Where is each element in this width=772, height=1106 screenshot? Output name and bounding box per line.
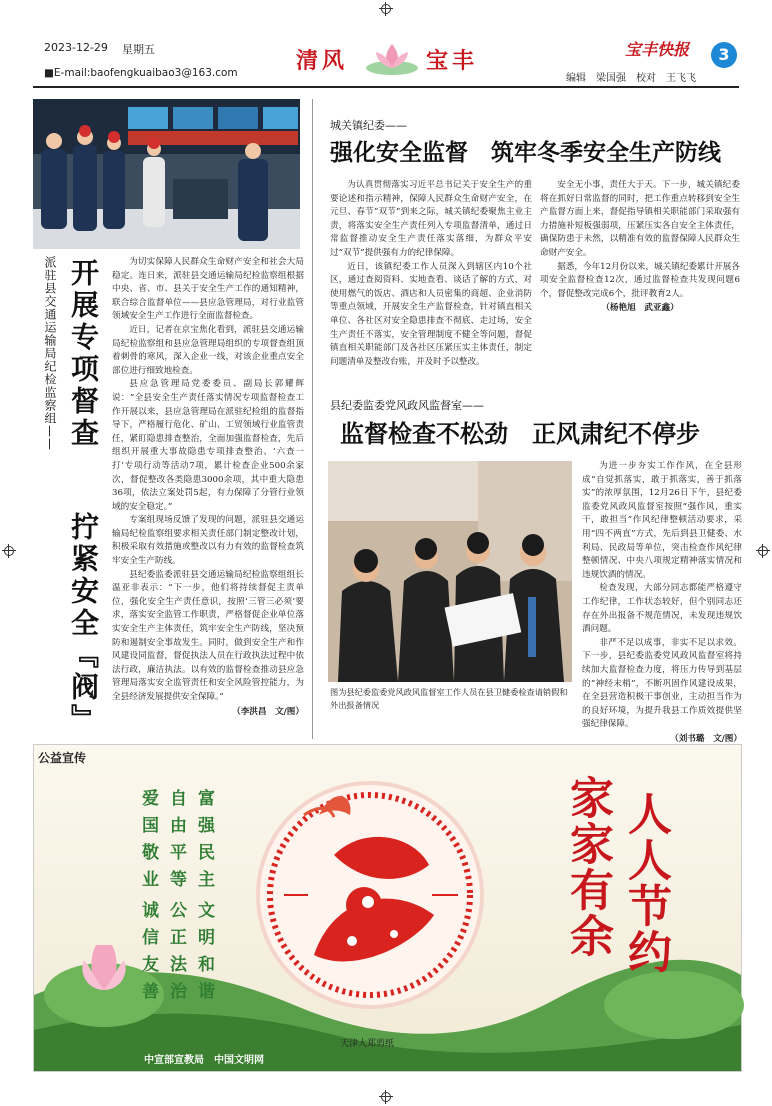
story3-photo — [328, 461, 572, 682]
slogan-left: 家家有余 — [562, 775, 613, 959]
header-rule — [33, 86, 739, 88]
story3-paragraph: 检查发现，大部分同志都能严格遵守工作纪律，工作状态较好，但个别同志还存在外出报备不规范情况，未发现违规饮酒问题。 — [582, 583, 742, 635]
story1-credit: （李洪昌 文/图） — [232, 706, 304, 717]
story2-credit: （杨艳旭 武亚鑫） — [601, 303, 679, 314]
story1-paragraph: 专案组现场反馈了发现的问题，派驻县交通运输局纪检监察组要求相关责任部门制定整改计划，积极采取有效措施或整改以有力有效的监督检查筑牢安全生产防线。 — [112, 515, 304, 567]
section-title-right: 宝丰 — [426, 49, 479, 74]
column-divider — [312, 99, 313, 739]
issue-weekday: 星期五 — [122, 43, 155, 56]
story1-title-line2: 拧紧安全『阀』 — [67, 512, 100, 736]
slogan-right: 人人节约 — [620, 791, 671, 975]
story1-title-line1: 开展专项督查 — [67, 258, 100, 450]
ad-footer: 中宣部宣教局 中国文明网 — [144, 1055, 264, 1066]
story3-paragraph: 为进一步夯实工作作风，在全县形成“自觉抓落实，敢于抓落实，善于抓落实”的浓厚氛围，12月26日下午，县纪委监委党风政风监督室按照“强作风，重实干，敢担当”作风纪律整顿活动要求，采用“四不两直”方式，先后到县卫健委、水利局、民政局等单位，突击检查作风纪律整顿情况、中央八项规定精神落实情况和违规饮酒的情况。 — [582, 461, 742, 580]
core-values-col2: 文明和谐 — [194, 901, 214, 1009]
registration-mark-left — [2, 544, 16, 558]
ad-label: 公益宣传 — [38, 751, 87, 765]
issue-date: 2023-12-29 — [44, 41, 108, 54]
core-values-col1: 富强民主 — [194, 789, 214, 897]
core-values-col4: 公正法治 — [166, 901, 186, 1009]
story2-body-col1 — [330, 179, 532, 367]
section-title-left: 清风 — [296, 49, 349, 74]
story2-paragraph: 近日，该镇纪委工作人员深入到辖区内10个社区，通过查阅资料、实地查看、谈话了解的方式，对使用燃气的饭店、酒店和人员密集的商超、企业消防等重点领域，开展安全生产监督检查，针对镇直相关单位、各社区对安全隐患排查不彻底、走过场，安全生产责任不落实，安全管理制度不健全等问题，督促镇直相关职能部门及各社区压紧压实主体责任，制定问题清单及整改台账，并及时予以整改。 — [330, 261, 532, 367]
story3-kicker: 县纪委监委党风政风监督室—— — [330, 399, 484, 412]
contact-email: ■E-mail:baofengkuaibao3@163.com — [44, 67, 238, 79]
section-masthead — [290, 36, 490, 80]
story1-paragraph: 为切实保障人民群众生命财产安全和社会大局稳定。连日来，派驻县交通运输局纪检监察组根据中央、省、市、县关于安全生产工作的通知精神，联合综合监督单位——县应急管理局，对行业监管领域安全生产工作进行全面监督检查。 — [112, 257, 304, 322]
control-room-image — [33, 99, 300, 249]
paper-logo: 宝丰快报 — [625, 40, 690, 59]
story2-paragraph: 安全无小事，责任大于天。下一步，城关镇纪委将在抓好日常监督的同时，把工作重点转移到安全生产监督方面上来，督促指导镇相关职能部门采取强有力措施补短板强弱项，压紧压实各自安全主体责任，确保防患于未然，以精准有效的监督保障人民群众生命财产安全。 — [540, 180, 740, 258]
public-service-ad — [33, 744, 742, 1072]
papercut-credit: 天津大郑剪纸 — [340, 1039, 395, 1049]
story1-photo — [33, 99, 300, 249]
story1-paragraph: 县纪委监委派驻县交通运输局纪检监察组组长温亚非表示：“下一步，他们将持续督促主责单位，强化安全生产责任意识，按照‘三管三必须’要求，落实安全监管工作职责，严格督促企业单位落实安全生产主体责任，筑牢安全生产防线，坚决预防和遏制安全事故发生。同时，做到安全生产和作风建设同监督，督促执法人员在行政执法过程中依法行政，廉洁执法。以有效的监督检查推动县应急管理局落实安全监管责任和安全风险管控能力，为全县经济发展提供安全保障。” — [112, 569, 304, 702]
story2-title: 强化安全监督 筑牢冬季安全生产防线 — [330, 139, 721, 166]
registration-mark-right — [756, 544, 770, 558]
story1-body — [112, 256, 304, 738]
story1-vertical-kicker: 派驻县交通运输局纪检监察组—— — [43, 256, 57, 451]
story3-title: 监督检查不松劲 正风肃纪不停步 — [340, 419, 700, 448]
story1-paragraph: 近日，记者在京宝焦化看到，派驻县交通运输局纪检监察组和县应急管理局组织的专项督查组顶着刺骨的寒风，深入企业一线，对该企业重点安全部位进行细致地检查。 — [112, 324, 304, 376]
story2-kicker: 城关镇纪委—— — [330, 119, 407, 132]
story2-body-col2 — [540, 179, 740, 354]
lotus-icon — [362, 38, 422, 78]
core-values-col5: 爱国敬业 — [138, 789, 158, 897]
story3-credit: （刘书璐 文/图） — [670, 733, 742, 744]
story2-paragraph: 据悉，今年12月份以来，城关镇纪委累计开展各项安全监督检查12次，通过监督检查共发现问题6个，督促整改完成6个，批评教育2人。 — [540, 261, 740, 299]
story3-caption: 图为县纪委监委党风政风监督室工作人员在县卫健委检查请销假和外出报备情况 — [330, 687, 568, 710]
inspection-image — [328, 461, 572, 682]
story1-paragraph: 县应急管理局党委委员、副局长郭耀辉说：“全县安全生产责任落实情况专项监督检查工作开展以来，县应急管理局在派驻纪检组的监督指导下，严格履行危化、矿山、工贸领域行业监管责任，紧盯隐患排查整治，全面加强监督检查，先后组织开展重大事故隐患专项排查整治、‘六查一打’专项行动等活动7项，累计检查企业500余家次，督促整改各类隐患3000余项，其中重大隐患36项，依法立案处罚5起，有力保障了分管行业领域的安全稳定。” — [112, 379, 304, 512]
story2-paragraph: 为认真贯彻落实习近平总书记关于安全生产的重要论述和指示精神，保障人民群众生命财产安全，在元旦、春节“双节”到来之际，城关镇纪委聚焦主业主责，将落实安全生产责任列入专项监督清单，通过日常监督推动安全生产责任落实落细，为群众平安过“双节”提供强有力的纪律保障。 — [330, 180, 532, 258]
core-values-col3: 自由平等 — [166, 789, 186, 897]
registration-mark-bottom — [379, 1090, 393, 1104]
core-values-col6: 诚信友善 — [138, 901, 158, 1009]
story3-paragraph: 非严不足以成事，非实不足以求效。下一步，县纪委监委党风政风监督室将持续加大监督检查力度，将压力传导到基层的“神经末梢”，不断巩固作风建设成果，在全县营造积极干事创业，主动担当作为的良好环境，为提升我县工作质效提供坚强纪律保障。 — [582, 637, 742, 730]
page-number-badge: 3 — [711, 42, 737, 68]
story3-body — [582, 460, 742, 744]
editor-credits: 编辑 梁国强 校对 王飞飞 — [566, 73, 696, 84]
registration-mark-top — [379, 2, 393, 16]
